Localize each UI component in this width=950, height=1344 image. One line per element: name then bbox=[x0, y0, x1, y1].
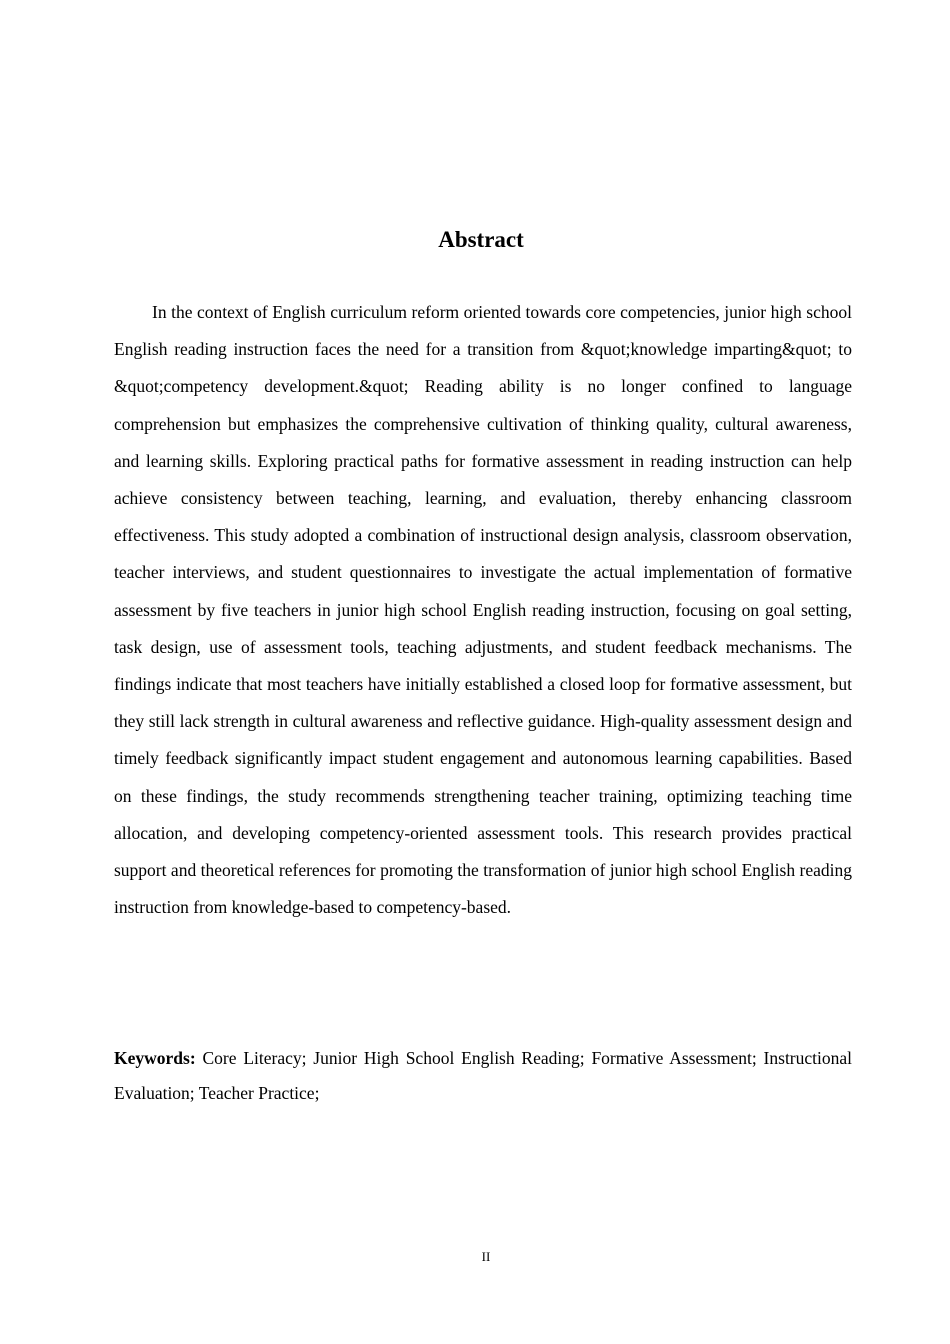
keywords-text: Core Literacy; Junior High School English Reading; Formative Assessment; Instructional Evaluation; Teacher Practice; bbox=[114, 1048, 852, 1103]
keywords-paragraph bbox=[114, 1041, 852, 1111]
keywords-label: Keywords: bbox=[114, 1048, 196, 1068]
abstract-body: In the context of English curriculum reform oriented towards core competencies, junior high school English reading instruction faces the need for a transition from &quot;knowledge imparting&quot; to &quot;competency development.&quot; Reading ability is no longer confined to language comprehension but emphasizes the comprehensive cultivation of thinking quality, cultural awareness, and learning skills. Exploring practical paths for formative assessment in reading instruction can help achieve consistency between teaching, learning, and evaluation, thereby enhancing classroom effectiveness. This study adopted a combination of instructional design analysis, classroom observation, teacher interviews, and student questionnaires to investigate the actual implementation of formative assessment by five teachers in junior high school English reading instruction, focusing on goal setting, task design, use of assessment tools, teaching adjustments, and student feedback mechanisms. The findings indicate that most teachers have initially established a closed loop for formative assessment, but they still lack strength in cultural awareness and reflective guidance. High-quality assessment design and timely feedback significantly impact student engagement and autonomous learning capabilities. Based on these findings, the study recommends strengthening teacher training, optimizing teaching time allocation, and developing competency-oriented assessment tools. This research provides practical support and theoretical references for promoting the transformation of junior high school English reading instruction from knowledge-based to competency-based. bbox=[114, 302, 852, 918]
abstract-title: Abstract bbox=[438, 227, 524, 252]
page-number: II bbox=[481, 1249, 491, 1264]
